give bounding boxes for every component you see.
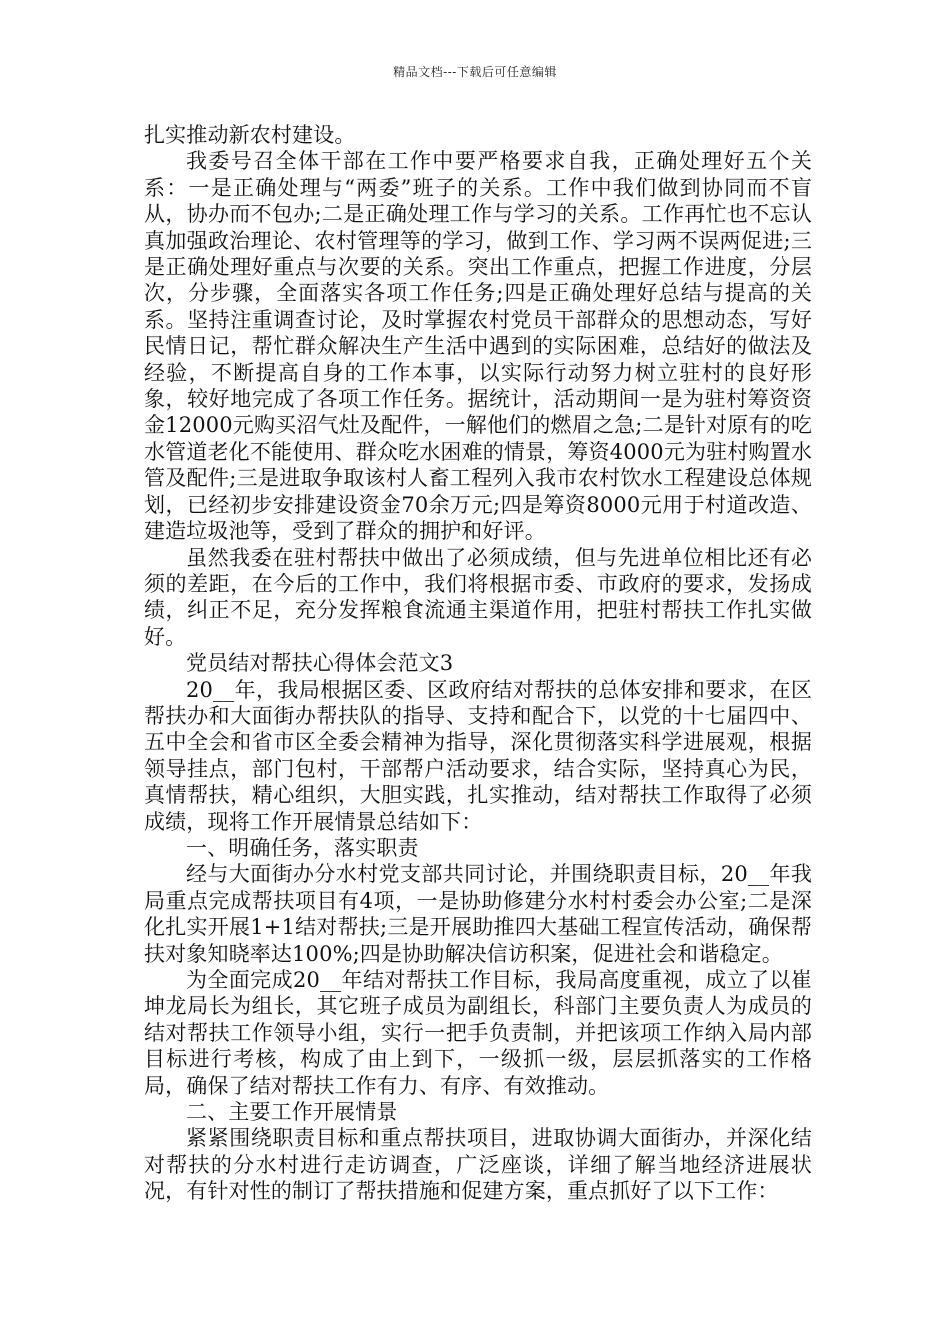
paragraph-shortcomings: 虽然我委在驻村帮扶中做出了必须成绩，但与先进单位相比还有必须的差距，在今后的工作中，我们将根据市委、市政府的要求，发扬成绩，纠正不足，充分发挥粮食流通主渠道作用，把驻村帮扶工作扎实做好。 — [144, 545, 812, 649]
heading-main-work: 二、主要工作开展情景 — [186, 1100, 398, 1125]
section-title-sample-3: 党员结对帮扶心得体会范文3 — [186, 651, 454, 676]
paragraph-continuation: 扎实推动新农村建设。 — [144, 123, 356, 147]
paragraph-sample-3-intro: 20__年，我局根据区委、区政府结对帮扶的总体安排和要求，在区帮扶办和大面街办帮扶队的指导、支持和配合下，以党的十七届四中、五中全会和省市区全委会精神为指导，深化贯彻落实科学进展观，根据领导挂点，部门包村，干部帮户活动要求，结合实际，坚持真心为民，真情帮扶，精心组织，大胆实践，扎实推动，结对帮扶工作取得了必须成绩，现将工作开展情景总结如下： — [144, 677, 812, 834]
document-body — [144, 122, 812, 1205]
paragraph-five-relations: 我委号召全体干部在工作中要严格要求自我，正确处理好五个关系：一是正确处理与“两委”班子的关系。工作中我们做到协同而不盲从，协办而不包办;二是正确处理工作与学习的关系。工作再忙也不忘认真加强政治理论、农村管理等的学习，做到工作、学习两不误两促进;三是正确处理好重点与次要的关系。突出工作重点，把握工作进度，分层次，分步骤，全面落实各项工作任务;四是正确处理好总结与提高的关系。坚持注重调查讨论，及时掌握农村党员干部群众的思想动态，写好民情日记，帮忙群众解决生产生活中遇到的实际困难，总结好的做法及经验，不断提高自身的工作本事，以实际行动努力树立驻村的良好形象，较好地完成了各项工作任务。据统计，活动期间一是为驻村筹资资金12000元购买沼气灶及配件，一解他们的燃眉之急;二是针对原有的吃水管道老化不能使用、群众吃水困难的情景，筹资4000元为驻村购置水管及配件;三是进取争取该村人畜工程列入我市农村饮水工程建设总体规划，已经初步安排建设资金70余万元;四是筹资8000元用于村道改造、建造垃圾池等，受到了群众的拥护和好评。 — [144, 149, 812, 544]
paragraph-projects: 经与大面街办分水村党支部共同讨论，并围绕职责目标，20__年我局重点完成帮扶项目有4项，一是协助修建分水村村委会办公室;二是深化扎实开展1+1结对帮扶;三是开展助推四大基础工程宣传活动，确保帮扶对象知晓率达100%;四是协助解决信访积案，促进社会和谐稳定。 — [144, 862, 812, 966]
page-header: 精品文档---下载后可任意编辑 — [393, 65, 557, 79]
heading-clarify-tasks: 一、明确任务，落实职责 — [186, 835, 419, 860]
paragraph-work-measures: 紧紧围绕职责目标和重点帮扶项目，进取协调大面街办，并深化结对帮扶的分水村进行走访调查，广泛座谈，详细了解当地经济进展状况，有针对性的制订了帮扶措施和促建方案，重点抓好了以下工作： — [144, 1126, 812, 1204]
paragraph-leadership-group: 为全面完成20__年结对帮扶工作目标，我局高度重视，成立了以崔坤龙局长为组长，其它班子成员为副组长，科部门主要负责人为成员的结对帮扶工作领导小组，实行一把手负责制，并把该项工作纳入局内部目标进行考核，构成了由上到下，一级抓一级，层层抓落实的工作格局，确保了结对帮扶工作有力、有序、有效推动。 — [144, 968, 812, 1098]
